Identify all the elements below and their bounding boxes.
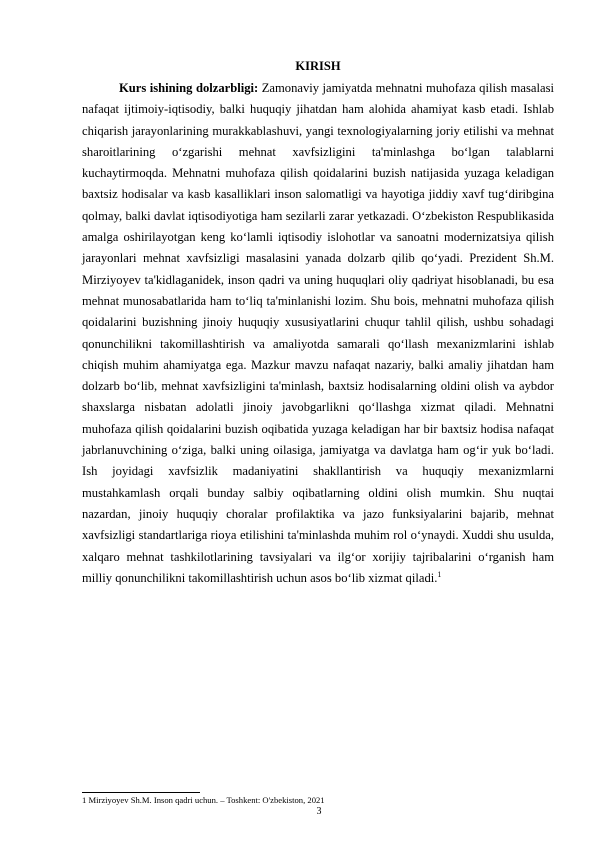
paragraph-lead: Kurs ishining dolzarbligi: — [119, 81, 259, 95]
paragraph-text: Zamonaviy jamiyatda mehnatni muhofaza qilish masalasi nafaqat ijtimoiy-iqtisodiy, balki huquqiy jihatdan ham alohida ahamiyat kasb etadi. Ishlab chiqarish jarayonlarining murakkablashuvi, yangi texnologiyalarning joriy etilishi va mehnat sharoitlarining oʻzgarishi mehnat xavfsizligini ta'minlashga boʻlgan talablarni kuchaytirmoqda. Mehnatni muhofaza qilish qoidalarini buzish natijasida yuzaga keladigan baxtsiz hodisalar va kasb kasalliklari inson salomatligi va hayotiga jiddiy xavf tugʻdiribgina qolmay, balki davlat iqtisodiyotiga ham sezilarli zarar yetkazadi. Oʻzbekiston Respublikasida amalga oshirilayotgan keng koʻlamli iqtisodiy islohotlar va sanoatni modernizatsiya qilish jarayonlari mehnat xavfsizligi masalasini yanada dolzarb qilib qoʻyadi. Prezident Sh.M. Mirziyoyev ta'kidlaganidek, inson qadri va uning huquqlari oliy qadriyat hisoblanadi, bu esa mehnat munosabatlarida ham toʻliq ta'minlanishi lozim. Shu bois, mehnatni muhofaza qilish qoidalarini buzishning jinoiy huquqiy xususiyatlarini chuqur tahlil qilish, ushbu sohadagi qonunchilikni takomillashtirish va amaliyotda samarali qoʻllash mexanizmlarini ishlab chiqish muhim ahamiyatga ega. Mazkur mavzu nafaqat nazariy, balki amaliy jihatdan ham dolzarb boʻlib, mehnat xavfsizligini ta'minlash, baxtsiz hodisalarning oldini olish va aybdor shaxslarga nisbatan adolatli jinoiy javobgarlikni qoʻllashga xizmat qiladi. Mehnatni muhofaza qilish qoidalarini buzish oqibatida yuzaga keladigan har bir baxtsiz hodisa nafaqat jabrlanuvchining oʻziga, balki uning oilasiga, jamiyatga va davlatga ham ogʻir yuk boʻladi. Ish joyidagi xavfsizlik madaniyatini shakllantirish va huquqiy mexanizmlarni mustahkamlash orqali bunday salbiy oqibatlarning oldini olish mumkin. Shu nuqtai nazardan, jinoiy huquqiy choralar profilaktika va jazo funksiyalarini bajarib, mehnat xavfsizligi standartlariga rioya etilishini ta'minlashda muhim rol oʻynaydi. Xuddi shu usulda, xalqaro mehnat tashkilotlarining tavsiyalari va ilgʻor xorijiy tajribalarini oʻrganish ham milliy qonunchilikni takomillashtirish uchun asos boʻlib xizmat qiladi. — [82, 81, 554, 585]
footnote-reference[interactable]: 1 — [437, 569, 442, 579]
section-heading: KIRISH — [295, 59, 341, 73]
footnote-text: Mirziyoyev Sh.M. Inson qadri uchun. – Toshkent: O'zbekiston, 2021 — [86, 795, 325, 805]
footnote-number: 1 — [82, 795, 87, 805]
footnote — [82, 794, 554, 806]
page-number: 3 — [316, 806, 322, 817]
footnote-divider — [82, 792, 200, 793]
body-paragraph — [82, 78, 554, 589]
